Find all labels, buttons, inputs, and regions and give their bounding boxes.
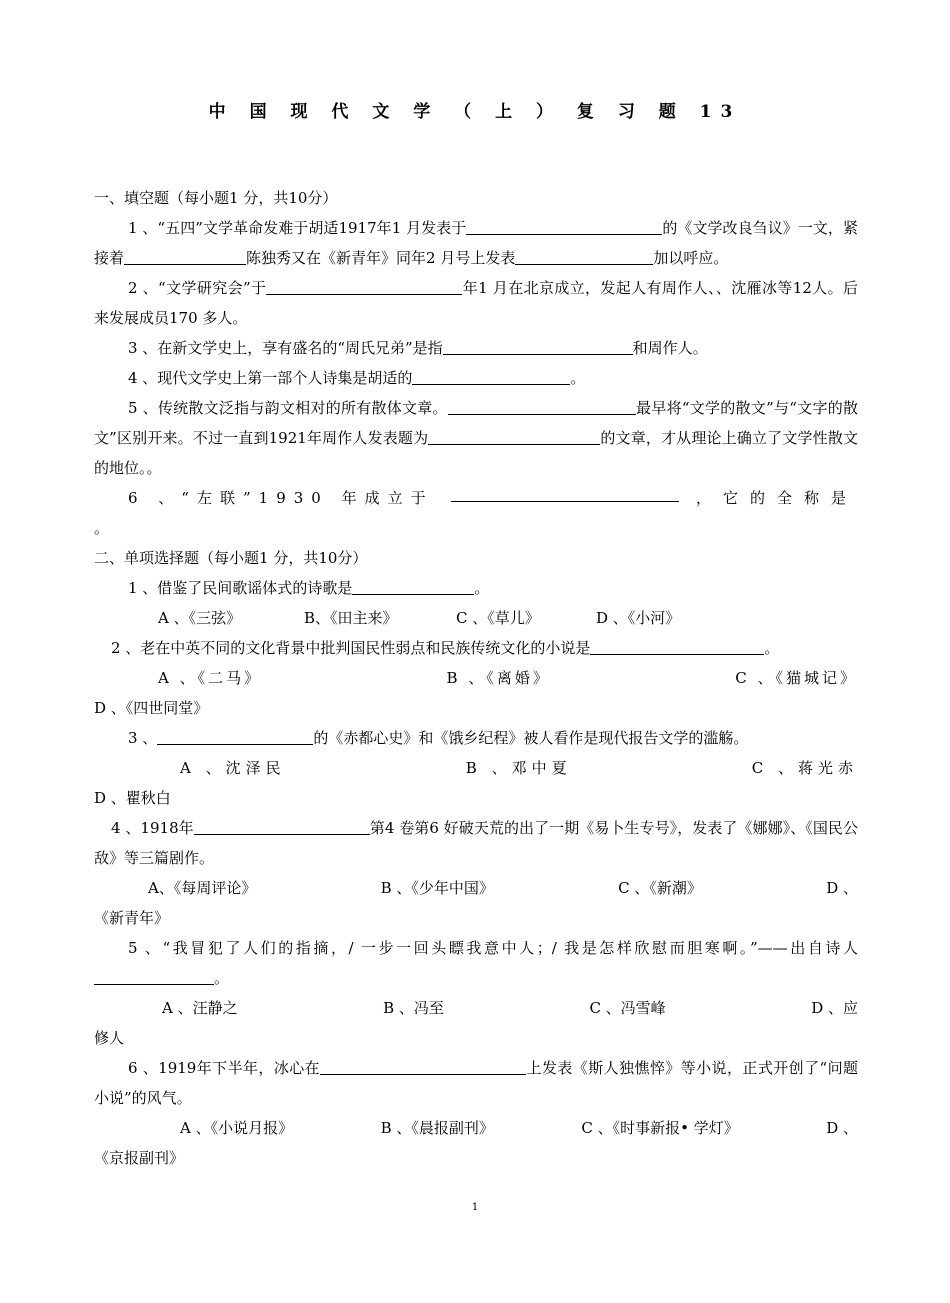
answer-blank[interactable] <box>94 966 214 985</box>
option-d-text[interactable]: 《新青年》 <box>94 909 170 927</box>
answer-blank[interactable] <box>352 576 474 595</box>
answer-blank[interactable] <box>124 246 246 265</box>
option-b[interactable]: B 、邓中夏 <box>465 759 572 777</box>
answer-blank[interactable] <box>451 483 679 502</box>
option-a[interactable]: A 、沈泽民 <box>180 759 286 777</box>
choice-options-2 <box>94 663 858 693</box>
option-c[interactable]: C 、蒋光赤 <box>751 759 858 777</box>
option-c[interactable]: C 、《时事新报• 学灯》 <box>581 1119 739 1137</box>
choice-options-5 <box>94 993 858 1023</box>
choice-question-2: 2 、老在中英不同的文化背景中批判国民性弱点和民族传统文化的小说是 。 <box>94 633 858 663</box>
fill-question-3: 3 、在新文学史上，享有盛名的“周氏兄弟”是指 和周作人。 <box>94 333 858 363</box>
page-title: 中 国 现 代 文 学 （ 上 ） 复 习 题 13 <box>208 102 742 122</box>
answer-blank[interactable] <box>466 216 662 235</box>
option-a[interactable]: A 、汪静之 <box>162 999 238 1017</box>
choice-question-4: 4 、1918年 第4 卷第6 好破天荒的出了一期《易卜生专号》，发表了《娜娜》、《国民公敌》等三篇剧作。 <box>94 813 858 873</box>
document-body <box>94 183 858 1173</box>
option-a[interactable]: A 、《二马》 <box>158 669 263 687</box>
option-c[interactable]: C 、冯雪峰 <box>589 999 666 1017</box>
option-b[interactable]: B 、《离婚》 <box>446 669 551 687</box>
section2-heading: 二、单项选择题（每小题1 分，共10分） <box>94 549 368 567</box>
option-c[interactable]: C 、《草儿》 <box>456 609 540 627</box>
fill-question-6-end: 。 <box>94 519 110 537</box>
answer-blank[interactable] <box>320 1056 526 1075</box>
answer-blank[interactable] <box>448 396 636 415</box>
option-b[interactable]: B 、《少年中国》 <box>380 879 494 897</box>
choice-question-3: 3 、 的《赤都心史》和《饿乡纪程》被人看作是现代报告文学的滥觞。 <box>94 723 858 753</box>
option-d[interactable]: D 、 <box>826 1119 858 1137</box>
choice-question-6: 6 、1919年下半年，冰心在 上发表《斯人独憔悴》等小说，正式开创了“问题小说”的风气。 <box>94 1053 858 1113</box>
option-d[interactable]: D 、应 <box>811 999 858 1017</box>
option-b[interactable]: B、《田主来》 <box>304 609 398 627</box>
choice-question-1: 1 、借鉴了民间歌谣体式的诗歌是 。 <box>94 573 858 603</box>
choice-question-5: 5 、“我冒犯了人们的指摘，/ 一步一回头瞟我意中人；/ 我是怎样欣慰而胆寒啊。”——出自诗人。 <box>94 933 858 993</box>
option-d[interactable]: D 、 <box>826 879 858 897</box>
fill-question-1: 1 、“五四”文学革命发难于胡适1917年1 月发表于 的《文学改良刍议》一文，紧接着 陈独秀又在《新青年》同年2 月号上发表 加以呼应。 <box>94 213 858 273</box>
option-b[interactable]: B 、《晨报副刊》 <box>380 1119 494 1137</box>
option-b[interactable]: B 、冯至 <box>383 999 444 1017</box>
answer-blank[interactable] <box>515 246 653 265</box>
answer-blank[interactable] <box>194 816 370 835</box>
choice-options-4 <box>94 873 858 903</box>
answer-blank[interactable] <box>412 366 570 385</box>
answer-blank[interactable] <box>443 336 633 355</box>
fill-question-5: 5 、传统散文泛指与韵文相对的所有散体文章。 最早将“文学的散文”与“文字的散文”区别开来。不过一直到1921年周作人发表题为 的文章，才从理论上确立了文学性散文的地位。。 <box>94 393 858 483</box>
option-d[interactable]: D 、瞿秋白 <box>94 789 171 807</box>
fill-question-6: 6 、“左联”1930 年成立于 ，它的全称是 <box>94 483 858 513</box>
section1-heading: 一、填空题（每小题1 分，共10分） <box>94 189 338 207</box>
page-number: 1 <box>471 1202 479 1213</box>
option-a[interactable]: A、《每周评论》 <box>148 879 257 897</box>
fill-question-4: 4 、现代文学史上第一部个人诗集是胡适的 。 <box>94 363 858 393</box>
option-d[interactable]: D 、《四世同堂》 <box>94 699 209 717</box>
option-a[interactable]: A 、《三弦》 <box>158 609 242 627</box>
option-d[interactable]: D 、《小河》 <box>596 609 681 627</box>
answer-blank[interactable] <box>157 726 313 745</box>
answer-blank[interactable] <box>590 636 764 655</box>
option-d-text[interactable]: 修人 <box>94 1029 125 1047</box>
option-c[interactable]: C 、《猫城记》 <box>735 669 858 687</box>
choice-options-3 <box>94 753 858 783</box>
answer-blank[interactable] <box>266 276 462 295</box>
answer-blank[interactable] <box>428 426 600 445</box>
choice-options-1 <box>94 603 858 633</box>
option-a[interactable]: A 、《小说月报》 <box>180 1119 294 1137</box>
option-c[interactable]: C 、《新潮》 <box>618 879 702 897</box>
option-d-text[interactable]: 《京报副刊》 <box>94 1149 185 1167</box>
fill-question-2: 2 、“文学研究会”于 年1 月在北京成立，发起人有周作人、、沈雁冰等12人。后来发展成员170 多人。 <box>94 273 858 333</box>
choice-options-6 <box>94 1113 858 1143</box>
